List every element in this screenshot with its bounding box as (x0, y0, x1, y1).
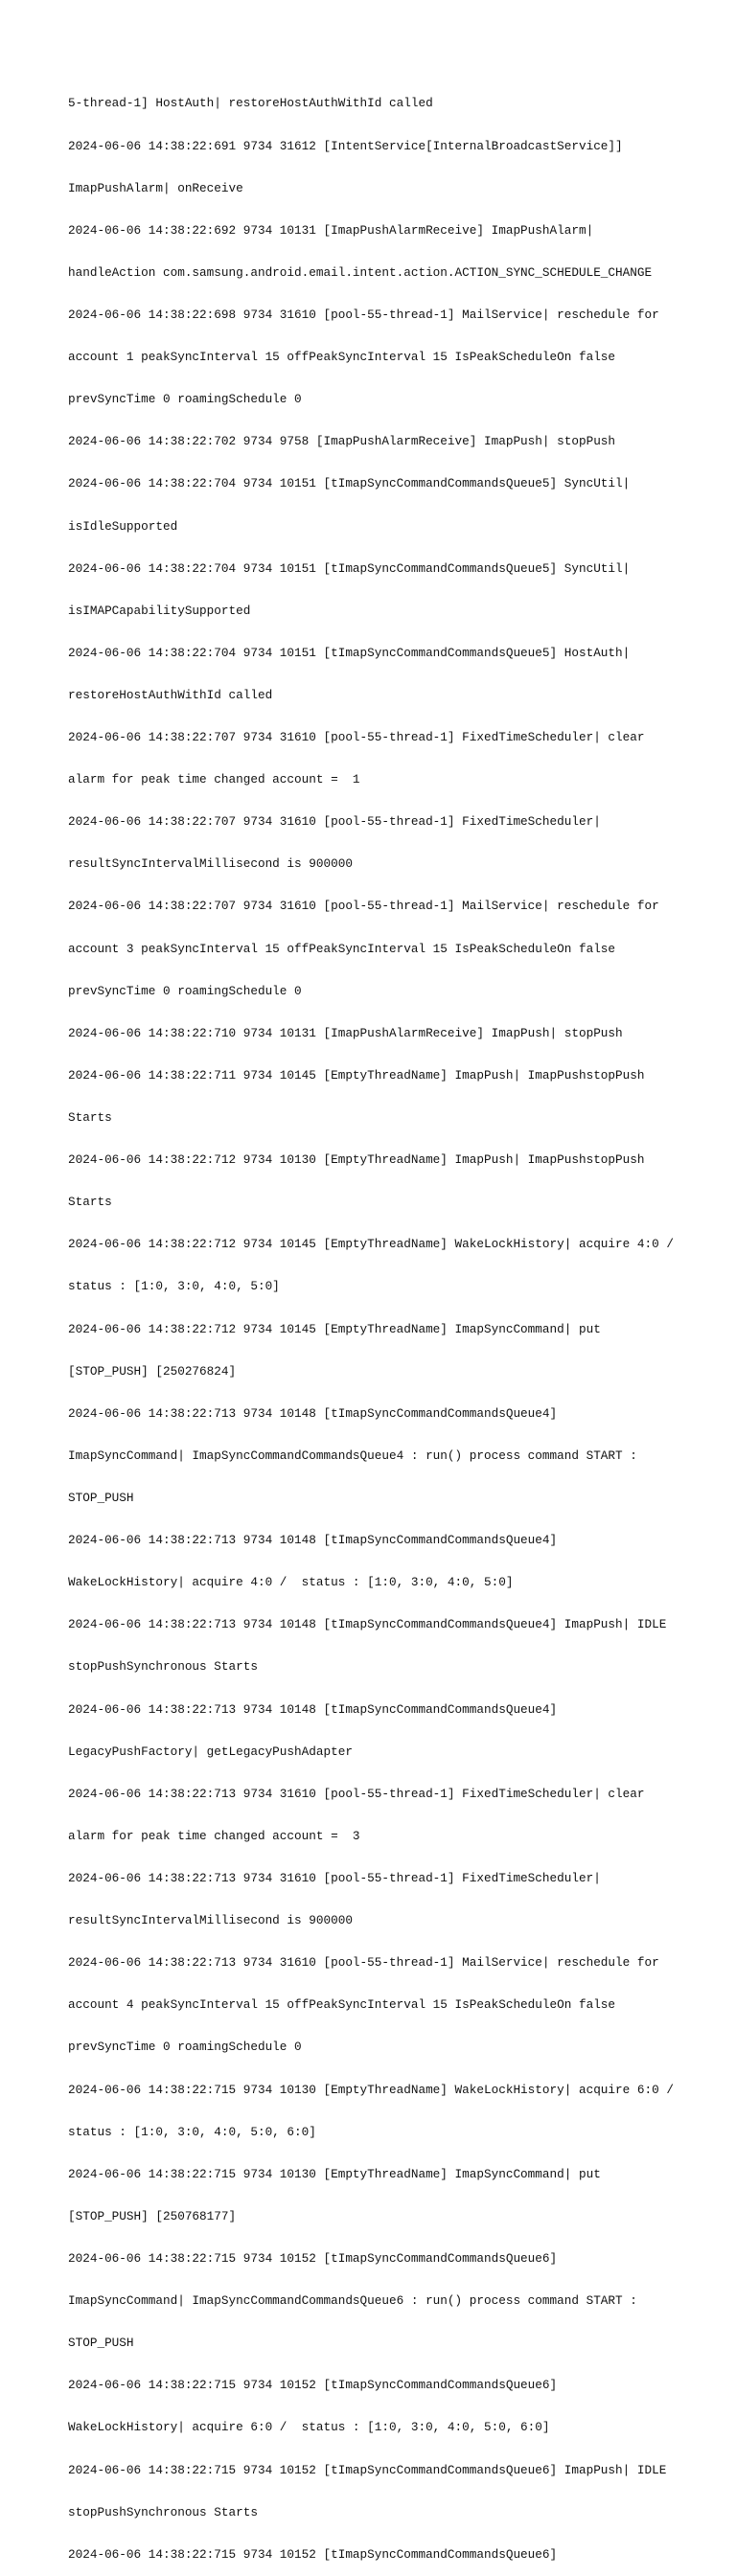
log-line: [STOP_PUSH] [250768177] (68, 2208, 237, 2223)
log-line: 2024-06-06 14:38:22:692 9734 10131 [ImapPushAlarmReceive] ImapPushAlarm| (68, 222, 594, 238)
log-line: 2024-06-06 14:38:22:713 9734 31610 [pool-55-thread-1] FixedTimeScheduler| (68, 1871, 601, 1885)
log-line: Starts (68, 1195, 112, 1210)
log-line: status : [1:0, 3:0, 4:0, 5:0, 6:0] (68, 2124, 316, 2139)
log-line: prevSyncTime 0 roamingSchedule 0 (68, 2040, 302, 2055)
log-line: ImapSyncCommand| ImapSyncCommandCommandsQueue4 : run() process command START : (68, 1448, 637, 1463)
log-line: 2024-06-06 14:38:22:691 9734 31612 [IntentService[InternalBroadcastService]] (68, 138, 623, 153)
log-line: ImapSyncCommand| ImapSyncCommandCommandsQueue6 : run() process command START : (68, 2293, 637, 2309)
log-line: isIMAPCapabilitySupported (68, 603, 251, 618)
log-line: 2024-06-06 14:38:22:713 9734 10148 [tImapSyncCommandCommandsQueue4] (68, 1533, 558, 1548)
log-line: 2024-06-06 14:38:22:715 9734 10130 [EmptyThreadName] ImapSyncCommand| put (68, 2166, 601, 2181)
log-line: WakeLockHistory| acquire 4:0 / status : [1:0, 3:0, 4:0, 5:0] (68, 1575, 514, 1590)
log-line: 2024-06-06 14:38:22:704 9734 10151 [tImapSyncCommandCommandsQueue5] SyncUtil| (68, 476, 631, 491)
log-line: restoreHostAuthWithId called (68, 687, 273, 702)
log-line: 2024-06-06 14:38:22:713 9734 31610 [pool-55-thread-1] MailService| reschedule for (68, 1955, 659, 1971)
log-line: 2024-06-06 14:38:22:704 9734 10151 [tImapSyncCommandCommandsQueue5] HostAuth| (68, 645, 631, 660)
log-line: 2024-06-06 14:38:22:715 9734 10152 [tImapSyncCommandCommandsQueue6] (68, 2250, 558, 2266)
log-line: 2024-06-06 14:38:22:715 9734 10152 [tImapSyncCommandCommandsQueue6] (68, 2378, 558, 2393)
log-line: LegacyPushFactory| getLegacyPushAdapter (68, 1744, 353, 1759)
log-line: 2024-06-06 14:38:22:713 9734 10148 [tImapSyncCommandCommandsQueue4] (68, 1701, 558, 1717)
log-line: 2024-06-06 14:38:22:707 9734 31610 [pool-55-thread-1] MailService| reschedule for (68, 899, 659, 914)
log-line: 2024-06-06 14:38:22:711 9734 10145 [EmptyThreadName] ImapPush| ImapPushstopPush (68, 1067, 645, 1083)
log-line: Starts (68, 1110, 112, 1126)
log-line: status : [1:0, 3:0, 4:0, 5:0] (68, 1279, 280, 1294)
log-line: resultSyncIntervalMillisecond is 900000 (68, 856, 353, 872)
log-line: 2024-06-06 14:38:22:715 9734 10152 [tImapSyncCommandCommandsQueue6] (68, 2546, 558, 2562)
log-line: STOP_PUSH (68, 2336, 134, 2351)
log-line: account 4 peakSyncInterval 15 offPeakSyncInterval 15 IsPeakScheduleOn false (68, 1997, 616, 2013)
log-line: 2024-06-06 14:38:22:713 9734 31610 [pool-55-thread-1] FixedTimeScheduler| clear (68, 1786, 645, 1801)
log-line: 2024-06-06 14:38:22:704 9734 10151 [tImapSyncCommandCommandsQueue5] SyncUtil| (68, 560, 631, 576)
log-line: resultSyncIntervalMillisecond is 900000 (68, 1913, 353, 1928)
log-line: 2024-06-06 14:38:22:707 9734 31610 [pool-55-thread-1] FixedTimeScheduler| (68, 814, 601, 830)
log-line: WakeLockHistory| acquire 6:0 / status : [1:0, 3:0, 4:0, 5:0, 6:0] (68, 2420, 550, 2435)
log-line: prevSyncTime 0 roamingSchedule 0 (68, 392, 302, 407)
log-line: account 1 peakSyncInterval 15 offPeakSyncInterval 15 IsPeakScheduleOn false (68, 350, 616, 365)
log-line: 2024-06-06 14:38:22:702 9734 9758 [ImapPushAlarmReceive] ImapPush| stopPush (68, 434, 616, 449)
log-line: 2024-06-06 14:38:22:698 9734 31610 [pool-55-thread-1] MailService| reschedule for (68, 307, 659, 322)
log-line: stopPushSynchronous Starts (68, 1659, 258, 1675)
log-line: [STOP_PUSH] [250276824] (68, 1363, 237, 1379)
log-line: 2024-06-06 14:38:22:712 9734 10145 [EmptyThreadName] ImapSyncCommand| put (68, 1321, 601, 1336)
log-line: alarm for peak time changed account = 3 (68, 1828, 360, 1843)
log-line: 2024-06-06 14:38:22:712 9734 10130 [EmptyThreadName] ImapPush| ImapPushstopPush (68, 1152, 645, 1168)
log-line: account 3 peakSyncInterval 15 offPeakSyncInterval 15 IsPeakScheduleOn false (68, 941, 616, 956)
log-line: isIdleSupported (68, 518, 178, 534)
log-line: handleAction com.samsung.android.email.intent.action.ACTION_SYNC_SCHEDULE_CHANGE (68, 264, 653, 280)
log-line: ImapPushAlarm| onReceive (68, 180, 243, 195)
log-line: prevSyncTime 0 roamingSchedule 0 (68, 983, 302, 998)
log-line: 2024-06-06 14:38:22:710 9734 10131 [ImapPushAlarmReceive] ImapPush| stopPush (68, 1025, 623, 1040)
log-line: alarm for peak time changed account = 1 (68, 772, 360, 787)
log-line: 5-thread-1] HostAuth| restoreHostAuthWithId called (68, 96, 433, 111)
log-text-page (68, 69, 681, 2576)
log-line: 2024-06-06 14:38:22:715 9734 10130 [EmptyThreadName] WakeLockHistory| acquire 6:0 / (68, 2082, 674, 2097)
log-line: 2024-06-06 14:38:22:713 9734 10148 [tImapSyncCommandCommandsQueue4] ImapPush| IDLE (68, 1617, 667, 1632)
log-line: 2024-06-06 14:38:22:713 9734 10148 [tImapSyncCommandCommandsQueue4] (68, 1405, 558, 1421)
log-line: 2024-06-06 14:38:22:712 9734 10145 [EmptyThreadName] WakeLockHistory| acquire 4:0 / (68, 1237, 674, 1252)
log-line: STOP_PUSH (68, 1491, 134, 1506)
log-line: 2024-06-06 14:38:22:715 9734 10152 [tImapSyncCommandCommandsQueue6] ImapPush| IDLE (68, 2462, 667, 2477)
log-line: 2024-06-06 14:38:22:707 9734 31610 [pool-55-thread-1] FixedTimeScheduler| clear (68, 730, 645, 745)
log-line: stopPushSynchronous Starts (68, 2504, 258, 2519)
